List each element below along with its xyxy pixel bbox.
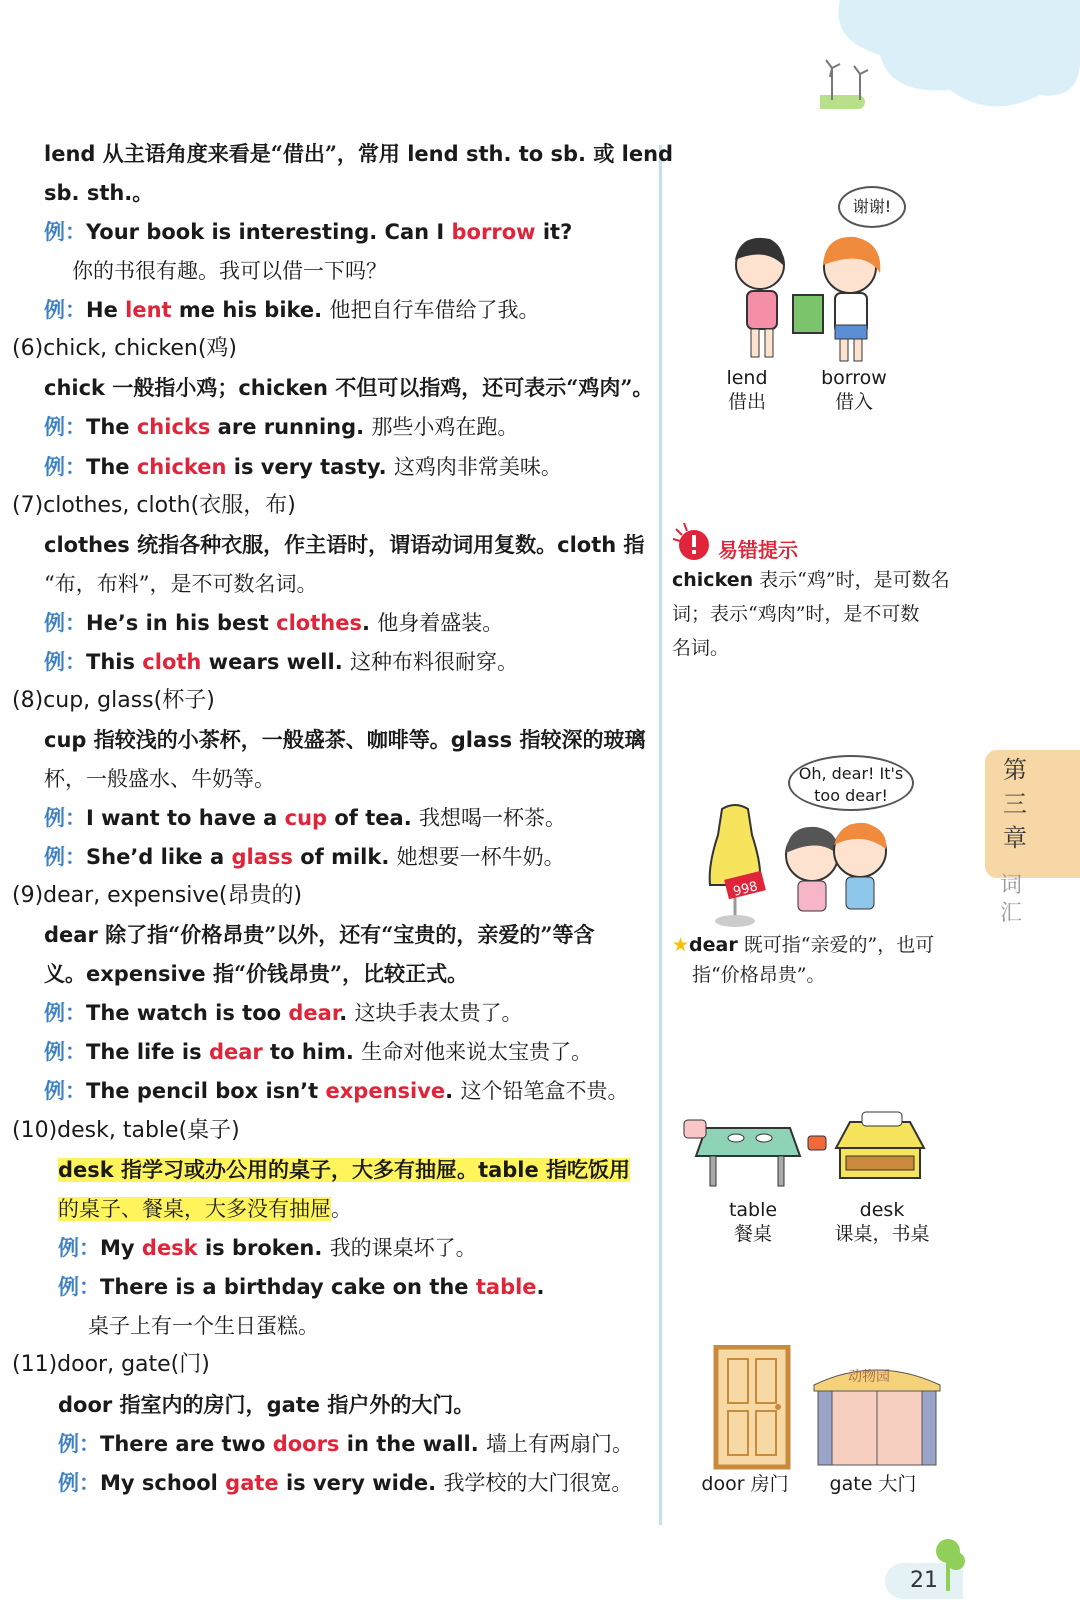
example-sentence: 例：She’d like a glass of milk. 她想要一杯牛奶。 [44, 845, 565, 869]
example-sentence: 例：The chicken is very tasty. 这鸡肉非常美味。 [44, 455, 562, 479]
example-sentence: 例：I want to have a cup of tea. 我想喝一杯茶。 [44, 806, 566, 830]
desk-icon [836, 1112, 924, 1178]
example-marker: 例： [44, 1079, 86, 1103]
dress-icon [710, 805, 761, 927]
example-marker: 例： [58, 1275, 100, 1299]
tip-text-line: 名词。 [672, 637, 730, 659]
section-explanation: 义。expensive 指“价钱昂贵”，比较正式。 [44, 961, 469, 986]
example-marker: 例： [58, 1471, 100, 1495]
example-marker: 例： [44, 650, 86, 674]
example-marker: 例： [44, 845, 86, 869]
section-heading-9: (9)dear, expensive(昂贵的) [12, 883, 303, 908]
chapter-tab-char: 第 [1003, 756, 1027, 784]
borrow-caption: borrow 借入 [821, 367, 887, 413]
example-sentence: 例：There are two doors in the wall. 墙上有两扇门。 [58, 1432, 634, 1456]
tip-text-line: 词；表示“鸡肉”时，是不可数 [672, 603, 920, 625]
section-heading-8: (8)cup, glass(杯子) [12, 688, 215, 713]
girl-borrowing-icon [823, 237, 880, 361]
section-explanation: clothes 统指各种衣服，作主语时，谓语动词用复数。cloth 指 [44, 532, 645, 557]
example-marker: 例： [58, 1236, 100, 1260]
example-sentence: 例：The pencil box isn’t expensive. 这个铅笔盒不贵。 [44, 1079, 629, 1103]
section-explanation-highlighted: 的桌子、餐桌，大多没有抽屉。 [58, 1197, 352, 1221]
section-tab-char: 词 [1000, 873, 1023, 898]
example-marker: 例： [44, 611, 86, 635]
door-icon [716, 1347, 788, 1467]
example-marker: 例： [44, 806, 86, 830]
example-translation: 桌子上有一个生日蛋糕。 [88, 1314, 319, 1338]
example-marker: 例： [44, 415, 86, 439]
speech-bubble-thanks: 谢谢! [838, 186, 906, 228]
gate-caption: gate 大门 [829, 1473, 917, 1495]
dear-illustration [700, 795, 920, 930]
section-explanation: “布，布料”，是不可数名词。 [44, 572, 318, 596]
svg-text:998: 998 [731, 879, 760, 900]
dear-note-line: 指“价格昂贵”。 [692, 964, 826, 986]
table-icon [684, 1120, 800, 1186]
chapter-tab[interactable] [985, 750, 1080, 878]
cloud-decoration [820, 0, 1080, 120]
example-marker: 例： [58, 1432, 100, 1456]
example-sentence: 例：The chicks are running. 那些小鸡在跑。 [44, 415, 519, 439]
section-explanation: chick 一般指小鸡；chicken 不但可以指鸡，还可表示“鸡肉”。 [44, 375, 654, 400]
tree-icon [928, 1533, 968, 1593]
example-marker: 例： [44, 298, 86, 322]
door-caption: door 房门 [701, 1473, 789, 1495]
column-divider [659, 145, 662, 1525]
dear-note-line: ★dear 既可指“亲爱的”，也可 [672, 934, 935, 956]
example-marker: 例： [44, 220, 86, 244]
example-sentence: 例：Your book is interesting. Can I borrow it? [44, 220, 573, 244]
windmill-icon [820, 60, 868, 109]
section-heading-11: (11)door, gate(门) [12, 1352, 210, 1377]
section-explanation: dear 除了指“价格昂贵”以外，还有“宝贵的，亲爱的”等含 [44, 922, 595, 947]
section-heading-7: (7)clothes, cloth(衣服，布) [12, 493, 296, 518]
lend-explanation-line2: sb. sth.。 [44, 181, 154, 205]
svg-text:动物园: 动物园 [848, 1369, 890, 1385]
section-heading-10: (10)desk, table(桌子) [12, 1118, 240, 1143]
lend-caption: lend 借出 [726, 367, 768, 413]
lend-explanation-line1: lend 从主语角度来看是“借出”，常用 lend sth. to sb. 或 lend [44, 141, 674, 166]
page-number: 21 [885, 1563, 963, 1599]
example-sentence: 例：He’s in his best clothes. 他身着盛装。 [44, 611, 504, 635]
desk-caption: desk 课桌，书桌 [834, 1199, 930, 1245]
warning-icon [672, 521, 714, 563]
section-explanation: cup 指较浅的小茶杯，一般盛茶、咖啡等。glass 指较深的玻璃 [44, 727, 646, 752]
example-sentence: 例：There is a birthday cake on the table. [58, 1275, 545, 1299]
door-gate-illustration [708, 1345, 958, 1470]
boy-icon [834, 823, 886, 909]
example-sentence: 例：The watch is too dear. 这块手表太贵了。 [44, 1001, 523, 1025]
example-translation: 你的书很有趣。我可以借一下吗？ [72, 259, 387, 283]
girl-lending-icon [735, 238, 784, 357]
book-icon [793, 295, 823, 333]
girl-icon [786, 827, 838, 911]
chapter-tab-char: 章 [1003, 824, 1027, 852]
section-explanation: 杯，一般盛水、牛奶等。 [44, 767, 275, 791]
tip-text-line: chicken 表示“鸡”时，是可数名 [672, 569, 950, 591]
chapter-tab-char: 三 [1003, 790, 1027, 818]
example-sentence: 例：This cloth wears well. 这种布料很耐穿。 [44, 650, 518, 674]
section-heading-6: (6)chick, chicken(鸡) [12, 336, 237, 361]
star-icon: ★ [672, 934, 690, 956]
example-sentence: 例：He lent me his bike. 他把自行车借给了我。 [44, 298, 540, 322]
speech-bubble-dear: Oh, dear! It's too dear! [788, 755, 914, 811]
lend-borrow-illustration [715, 225, 915, 365]
example-sentence: 例：My school gate is very wide. 我学校的大门很宽。 [58, 1471, 633, 1495]
tip-title: 易错提示 [718, 538, 798, 562]
eraser-icon [808, 1136, 826, 1150]
section-explanation-highlighted: desk 指学习或办公用的桌子，大多有抽屉。table 指吃饭用 [58, 1157, 631, 1182]
section-tab-char: 汇 [1000, 901, 1023, 926]
example-marker: 例： [44, 1040, 86, 1064]
section-explanation: door 指室内的房门，gate 指户外的大门。 [58, 1392, 475, 1417]
gate-icon [814, 1368, 940, 1465]
table-caption: table 餐桌 [728, 1199, 778, 1245]
table-desk-illustration [680, 1108, 940, 1198]
example-marker: 例： [44, 455, 86, 479]
example-marker: 例： [44, 1001, 86, 1025]
example-sentence: 例：The life is dear to him. 生命对他来说太宝贵了。 [44, 1040, 593, 1064]
example-sentence: 例：My desk is broken. 我的课桌坏了。 [58, 1236, 477, 1260]
